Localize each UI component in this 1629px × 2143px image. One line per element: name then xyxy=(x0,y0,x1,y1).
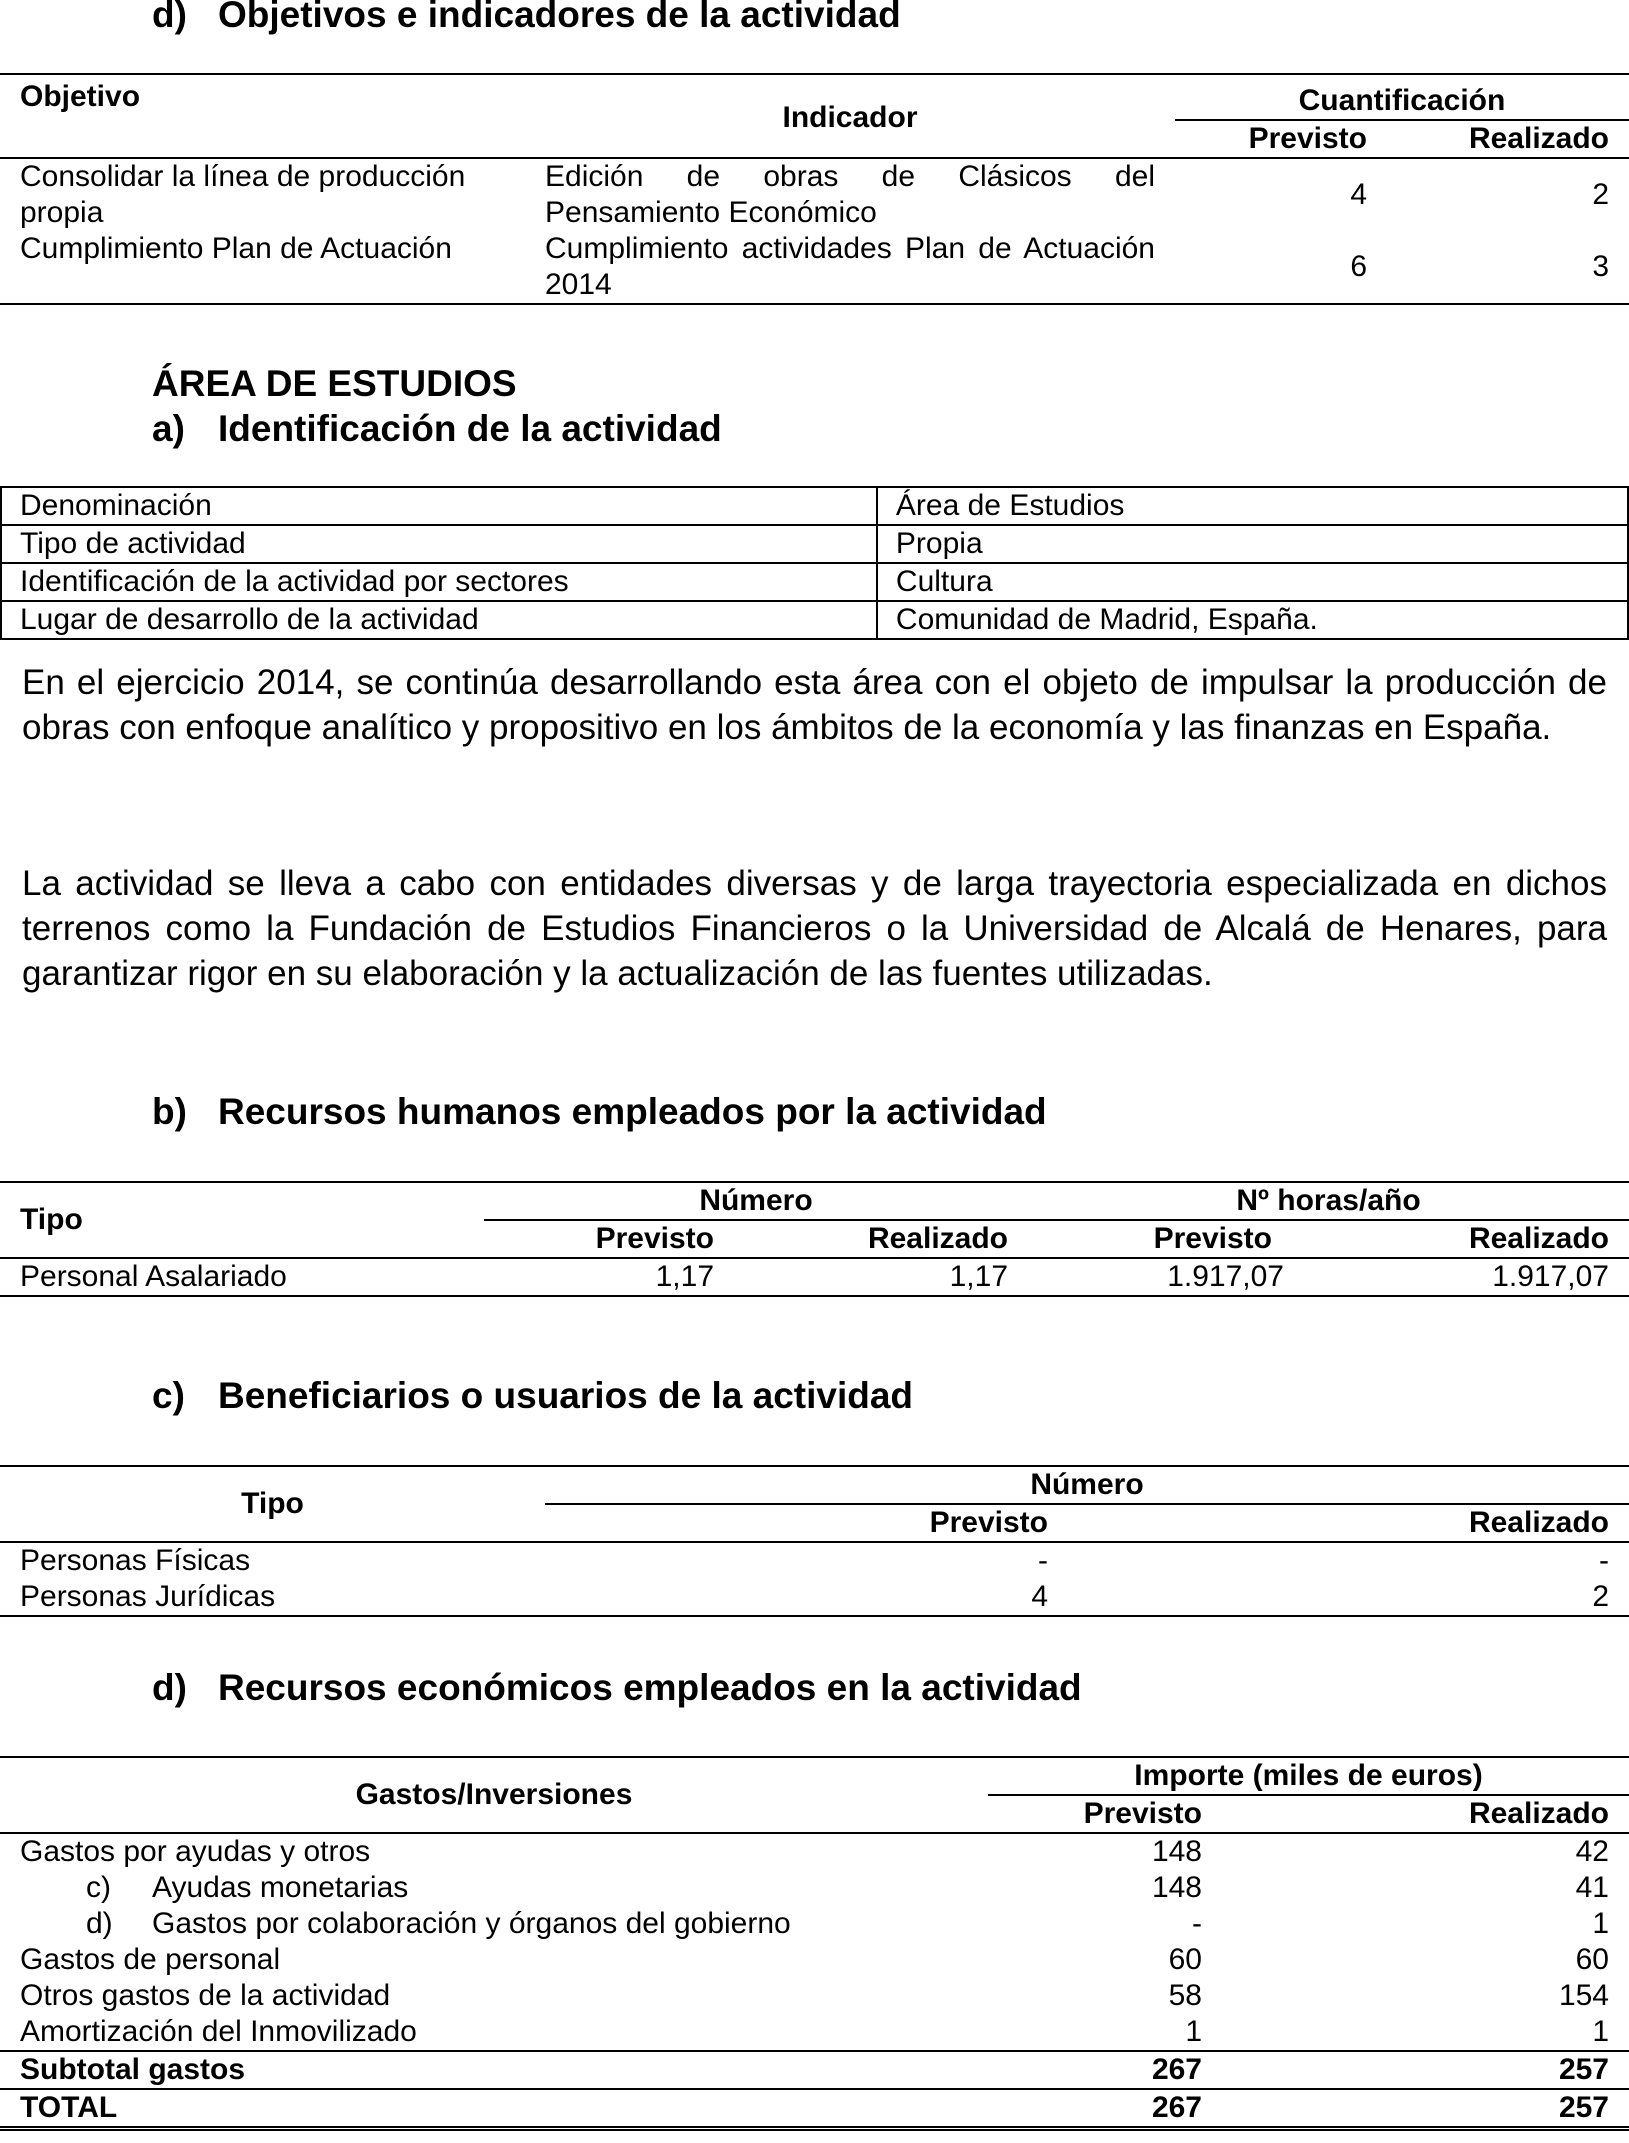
cell-label xyxy=(0,1906,988,1942)
table-row xyxy=(0,1579,1629,1616)
cell-previsto: 267 xyxy=(988,2051,1222,2089)
cell-value: Cultura xyxy=(877,563,1628,601)
cell-label: Gastos de personal xyxy=(20,1943,281,1976)
header-horas: Nº horas/año xyxy=(1028,1182,1629,1220)
cell-horas-realizado: 1.917,07 xyxy=(1492,1260,1609,1293)
sub-item-label: Ayudas monetarias xyxy=(152,1871,409,1904)
table-row xyxy=(0,158,1629,231)
header-importe: Importe (miles de euros) xyxy=(988,1757,1629,1795)
table-row xyxy=(0,1833,1629,1870)
beneficiarios-table xyxy=(0,1465,1629,1617)
header-numero: Número xyxy=(545,1466,1629,1504)
cell-realizado: 60 xyxy=(1575,1943,1609,1976)
cell-previsto: 267 xyxy=(988,2089,1222,2129)
table-row xyxy=(0,1542,1629,1579)
cell-value: Área de Estudios xyxy=(877,487,1628,525)
cell-tipo: Personas Físicas xyxy=(20,1544,251,1577)
table-row xyxy=(0,231,1629,304)
table-row xyxy=(0,1258,1629,1296)
identificacion-table xyxy=(0,486,1629,640)
cell-label: Lugar de desarrollo de la actividad xyxy=(1,601,877,639)
table-row xyxy=(0,1906,1629,1942)
sub-item-letter: c) xyxy=(86,1871,111,1904)
header-previsto: Previsto xyxy=(1028,1220,1304,1258)
header-numero: Número xyxy=(484,1182,1028,1220)
section-title: Recursos económicos empleados en la actividad xyxy=(218,1667,1082,1708)
table-row xyxy=(1,563,1628,601)
section-number: d) xyxy=(152,0,187,35)
header-tipo: Tipo xyxy=(0,1182,484,1258)
cell-numero-previsto: 1,17 xyxy=(655,1260,714,1293)
section-heading-economicos xyxy=(152,1667,1082,1709)
cell-previsto: - xyxy=(1038,1544,1048,1577)
cell-realizado: 154 xyxy=(1558,1979,1609,2012)
cell-indicador: Cumplimiento actividades Plan de Actuación 2014 xyxy=(545,232,1155,301)
table-row xyxy=(0,1978,1629,2014)
table-row xyxy=(1,487,1628,525)
cell-horas-previsto: 1.917,07 xyxy=(1167,1260,1284,1293)
economicos-table xyxy=(0,1756,1629,2131)
cell-realizado: 42 xyxy=(1575,1835,1609,1868)
cell-value: Propia xyxy=(877,525,1628,563)
section-title: Identificación de la actividad xyxy=(218,408,722,449)
cell-realizado: 257 xyxy=(1222,2051,1629,2089)
cell-previsto: 4 xyxy=(1350,178,1367,211)
cell-value: Comunidad de Madrid, España. xyxy=(877,601,1628,639)
header-previsto: Previsto xyxy=(484,1220,734,1258)
cell-previsto: - xyxy=(1192,1907,1202,1940)
table-row xyxy=(1,601,1628,639)
cell-label: Subtotal gastos xyxy=(0,2051,988,2089)
cell-objetivo: Consolidar la línea de producción propia xyxy=(20,160,466,229)
paragraph: La actividad se lleva a cabo con entidades diversas y de larga trayectoria especializada en dichos terrenos como la Fundación de Estudios Financieros o la Universidad de Alcalá de Henares, para garantizar rigor en su elaboración y la actualización de las fuentes utilizadas. xyxy=(22,864,1607,993)
cell-previsto: 4 xyxy=(1031,1580,1048,1613)
subtotal-row xyxy=(0,2051,1629,2089)
table-row xyxy=(0,1870,1629,1906)
section-heading-identificacion xyxy=(152,408,722,450)
cell-realizado: 41 xyxy=(1575,1871,1609,1904)
header-realizado: Realizado xyxy=(734,1220,1028,1258)
section-number: a) xyxy=(152,408,185,449)
cell-label: Gastos por ayudas y otros xyxy=(20,1835,371,1868)
section-title: Recursos humanos empleados por la actividad xyxy=(218,1091,1047,1132)
header-realizado: Realizado xyxy=(1304,1220,1629,1258)
header-tipo: Tipo xyxy=(0,1466,545,1542)
header-realizado: Realizado xyxy=(1222,1795,1629,1833)
cell-previsto: 1 xyxy=(1185,2015,1202,2048)
cell-objetivo: Cumplimiento Plan de Actuación xyxy=(20,232,452,265)
cell-label: Tipo de actividad xyxy=(1,525,877,563)
header-previsto: Previsto xyxy=(988,1795,1222,1833)
cell-realizado: 1 xyxy=(1592,2015,1609,2048)
cell-previsto: 58 xyxy=(1168,1979,1202,2012)
cell-previsto: 148 xyxy=(1151,1835,1202,1868)
cell-previsto: 148 xyxy=(1151,1871,1202,1904)
cell-label: Denominación xyxy=(1,487,877,525)
header-indicador: Indicador xyxy=(525,74,1175,158)
cell-tipo: Personal Asalariado xyxy=(20,1260,287,1293)
cell-indicador: Edición de obras de Clásicos del Pensamiento Económico xyxy=(545,160,1155,229)
cell-realizado: 3 xyxy=(1592,250,1609,283)
sub-item-letter: d) xyxy=(86,1907,113,1940)
area-title: ÁREA DE ESTUDIOS xyxy=(152,363,517,404)
header-realizado: Realizado xyxy=(1387,120,1629,158)
table-row xyxy=(0,2014,1629,2051)
cell-numero-realizado: 1,17 xyxy=(949,1260,1008,1293)
section-number: b) xyxy=(152,1091,187,1132)
section-title: Beneficiarios o usuarios de la actividad xyxy=(218,1375,914,1416)
cell-label xyxy=(0,1870,988,1906)
total-row xyxy=(0,2089,1629,2129)
paragraph: En el ejercicio 2014, se continúa desarrollando esta área con el objeto de impulsar la producción de obras con enfoque analítico y propositivo en los ámbitos de la economía y las finanzas en España. xyxy=(22,663,1607,747)
cell-label: TOTAL xyxy=(0,2089,988,2129)
cell-label: Amortización del Inmovilizado xyxy=(20,2015,417,2048)
section-number: d) xyxy=(152,1667,187,1708)
section-title: Objetivos e indicadores de la actividad xyxy=(218,0,901,35)
table-row xyxy=(0,1942,1629,1978)
section-heading-objetivos xyxy=(152,0,901,36)
rrhh-table xyxy=(0,1181,1629,1297)
header-previsto: Previsto xyxy=(1175,120,1387,158)
cell-previsto: 60 xyxy=(1168,1943,1202,1976)
cell-label: Otros gastos de la actividad xyxy=(20,1979,391,2012)
cell-tipo: Personas Jurídicas xyxy=(20,1580,276,1613)
sub-item-label: Gastos por colaboración y órganos del gobierno xyxy=(152,1907,791,1940)
cell-realizado: 1 xyxy=(1592,1907,1609,1940)
section-heading-beneficiarios xyxy=(152,1375,913,1417)
table-row xyxy=(1,525,1628,563)
header-previsto: Previsto xyxy=(545,1504,1068,1542)
header-realizado: Realizado xyxy=(1068,1504,1629,1542)
header-gastos: Gastos/Inversiones xyxy=(0,1757,988,1833)
objetivos-table xyxy=(0,73,1629,305)
header-cuantificacion: Cuantificación xyxy=(1175,74,1629,120)
cell-realizado: 257 xyxy=(1222,2089,1629,2129)
header-objetivo: Objetivo xyxy=(0,74,525,158)
section-number: c) xyxy=(152,1375,185,1416)
cell-previsto: 6 xyxy=(1350,250,1367,283)
cell-realizado: 2 xyxy=(1592,1580,1609,1613)
cell-realizado: - xyxy=(1599,1544,1609,1577)
section-heading-rrhh xyxy=(152,1091,1047,1133)
cell-label: Identificación de la actividad por sectores xyxy=(1,563,877,601)
cell-realizado: 2 xyxy=(1592,178,1609,211)
